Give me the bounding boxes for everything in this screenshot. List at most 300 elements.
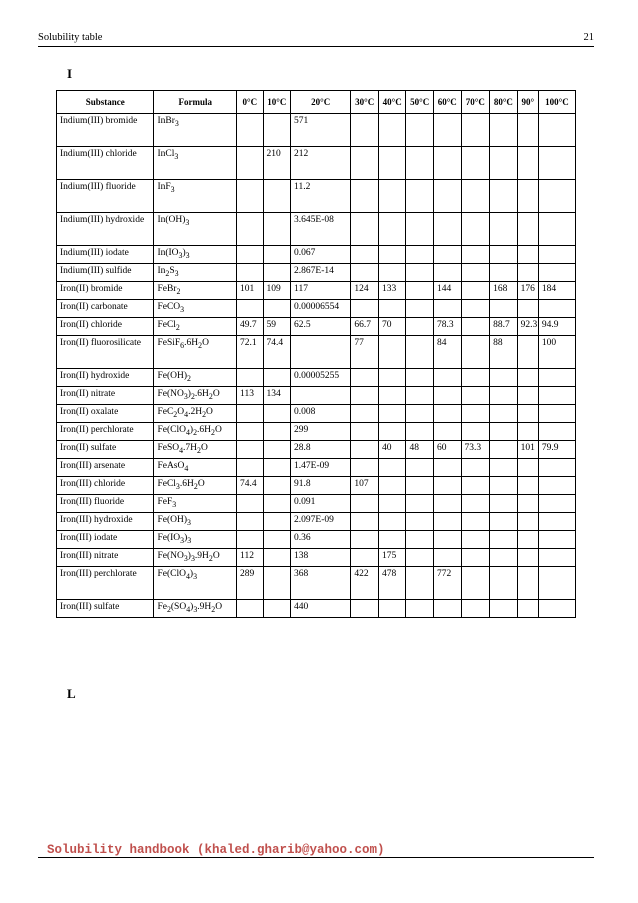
- solubility-value-cell: [263, 264, 291, 282]
- solubility-value-cell: [237, 423, 263, 441]
- solubility-value-cell: [406, 513, 434, 531]
- solubility-value-cell: [378, 147, 406, 180]
- solubility-value-cell: 0.091: [291, 495, 351, 513]
- formula-text: InBr: [157, 116, 175, 126]
- solubility-value-cell: [406, 549, 434, 567]
- table-header-row: [57, 91, 576, 114]
- solubility-value-cell: [351, 600, 379, 618]
- solubility-value-cell: [538, 387, 575, 405]
- solubility-value-cell: [263, 567, 291, 600]
- solubility-value-cell: [378, 600, 406, 618]
- table-row: [57, 549, 576, 567]
- solubility-value-cell: [517, 300, 538, 318]
- substance-cell: Indium(III) bromide: [57, 114, 154, 147]
- solubility-value-cell: 91.8: [291, 477, 351, 495]
- solubility-value-cell: [237, 369, 263, 387]
- solubility-value-cell: [490, 213, 518, 246]
- formula-text: FeCl: [157, 479, 176, 489]
- solubility-value-cell: [351, 405, 379, 423]
- section-heading-i: I: [67, 66, 73, 81]
- solubility-value-cell: 289: [237, 567, 263, 600]
- solubility-value-cell: [237, 600, 263, 618]
- formula-subscript: 3: [170, 184, 175, 194]
- solubility-value-cell: [378, 405, 406, 423]
- solubility-value-cell: [378, 513, 406, 531]
- solubility-value-cell: 368: [291, 567, 351, 600]
- column-header: Substance: [57, 91, 154, 114]
- solubility-value-cell: [406, 531, 434, 549]
- solubility-value-cell: [517, 567, 538, 600]
- formula-subscript: 2: [193, 481, 198, 491]
- table-row: [57, 441, 576, 459]
- solubility-value-cell: [351, 369, 379, 387]
- solubility-value-cell: [406, 423, 434, 441]
- solubility-value-cell: [461, 264, 490, 282]
- formula-text: In(OH): [157, 215, 186, 225]
- formula-text: .7H: [183, 443, 198, 453]
- solubility-value-cell: 70: [378, 318, 406, 336]
- formula-text: Fe(ClO: [157, 425, 186, 435]
- substance-cell: Iron(III) hydroxide: [57, 513, 154, 531]
- page-number: 21: [583, 32, 594, 43]
- solubility-value-cell: 176: [517, 282, 538, 300]
- solubility-value-cell: [490, 147, 518, 180]
- solubility-value-cell: [263, 423, 291, 441]
- formula-subscript: 3: [180, 304, 185, 314]
- solubility-value-cell: [461, 387, 490, 405]
- section-heading-l: L: [67, 686, 76, 701]
- solubility-value-cell: 73.3: [461, 441, 490, 459]
- formula-subscript: 2: [173, 409, 178, 419]
- solubility-value-cell: [351, 495, 379, 513]
- solubility-value-cell: 117: [291, 282, 351, 300]
- formula-text: ): [190, 602, 194, 612]
- solubility-value-cell: [378, 369, 406, 387]
- solubility-value-cell: [434, 213, 462, 246]
- solubility-value-cell: [263, 600, 291, 618]
- solubility-value-cell: 0.36: [291, 531, 351, 549]
- solubility-value-cell: 2.867E-14: [291, 264, 351, 282]
- formula-subscript: 3: [178, 250, 183, 260]
- formula-subscript: 6: [180, 340, 185, 350]
- solubility-value-cell: 77: [351, 336, 379, 369]
- formula-text: FeCO: [157, 302, 181, 312]
- substance-cell: Indium(III) sulfide: [57, 264, 154, 282]
- solubility-value-cell: 101: [517, 441, 538, 459]
- substance-cell: Iron(III) iodate: [57, 531, 154, 549]
- solubility-value-cell: [406, 369, 434, 387]
- solubility-value-cell: [378, 423, 406, 441]
- table-row: [57, 567, 576, 600]
- formula-text: .6H: [197, 425, 212, 435]
- formula-text: .6H: [179, 479, 194, 489]
- formula-cell: [154, 423, 237, 441]
- column-header: 70°C: [461, 91, 490, 114]
- formula-subscript: 2: [165, 268, 170, 278]
- solubility-value-cell: [406, 318, 434, 336]
- solubility-value-cell: 100: [538, 336, 575, 369]
- solubility-value-cell: 0.008: [291, 405, 351, 423]
- column-header: 50°C: [406, 91, 434, 114]
- solubility-value-cell: [434, 513, 462, 531]
- formula-subscript: 4: [185, 427, 190, 437]
- solubility-value-cell: 138: [291, 549, 351, 567]
- solubility-value-cell: [538, 264, 575, 282]
- solubility-value-cell: [538, 405, 575, 423]
- formula-text: FeBr: [157, 284, 177, 294]
- table-row: [57, 513, 576, 531]
- formula-subscript: 2: [193, 427, 198, 437]
- solubility-value-cell: [490, 441, 518, 459]
- solubility-value-cell: [517, 147, 538, 180]
- solubility-value-cell: 48: [406, 441, 434, 459]
- solubility-value-cell: 175: [378, 549, 406, 567]
- formula-text: Fe(ClO: [157, 569, 186, 579]
- solubility-value-cell: 478: [378, 567, 406, 600]
- formula-subscript: 2: [176, 286, 181, 296]
- formula-subscript: 3: [190, 553, 195, 563]
- formula-cell: [154, 180, 237, 213]
- formula-subscript: 4: [184, 409, 189, 419]
- solubility-value-cell: [461, 531, 490, 549]
- table-row: [57, 213, 576, 246]
- solubility-value-cell: [263, 441, 291, 459]
- solubility-value-cell: [351, 114, 379, 147]
- solubility-value-cell: 74.4: [263, 336, 291, 369]
- solubility-value-cell: [490, 369, 518, 387]
- solubility-value-cell: [490, 531, 518, 549]
- solubility-value-cell: 299: [291, 423, 351, 441]
- formula-text: .9H: [197, 602, 212, 612]
- solubility-value-cell: [351, 531, 379, 549]
- formula-cell: [154, 369, 237, 387]
- substance-cell: Iron(II) fluorosilicate: [57, 336, 154, 369]
- solubility-value-cell: [490, 387, 518, 405]
- solubility-value-cell: [406, 336, 434, 369]
- formula-subscript: 3: [183, 391, 188, 401]
- solubility-value-cell: [237, 114, 263, 147]
- solubility-value-cell: [434, 300, 462, 318]
- substance-cell: Indium(III) chloride: [57, 147, 154, 180]
- solubility-value-cell: [263, 180, 291, 213]
- formula-text: In(IO: [157, 248, 179, 258]
- solubility-value-cell: [406, 213, 434, 246]
- solubility-value-cell: 1.47E-09: [291, 459, 351, 477]
- solubility-value-cell: 94.9: [538, 318, 575, 336]
- solubility-value-cell: [461, 180, 490, 213]
- solubility-value-cell: [538, 369, 575, 387]
- solubility-value-cell: [461, 213, 490, 246]
- solubility-value-cell: [490, 495, 518, 513]
- solubility-value-cell: 0.00006554: [291, 300, 351, 318]
- solubility-value-cell: [538, 513, 575, 531]
- solubility-value-cell: [351, 246, 379, 264]
- formula-text: Fe: [157, 602, 167, 612]
- solubility-value-cell: [517, 477, 538, 495]
- solubility-value-cell: [461, 114, 490, 147]
- solubility-value-cell: [378, 114, 406, 147]
- formula-text: .2H: [188, 407, 203, 417]
- formula-text: O: [201, 443, 208, 453]
- solubility-value-cell: [434, 423, 462, 441]
- formula-text: .9H: [194, 551, 209, 561]
- solubility-value-cell: [517, 180, 538, 213]
- formula-text: Fe(OH): [157, 371, 187, 381]
- solubility-value-cell: [538, 213, 575, 246]
- solubility-value-cell: [378, 495, 406, 513]
- substance-cell: Indium(III) hydroxide: [57, 213, 154, 246]
- formula-text: O: [212, 389, 220, 399]
- column-header: 60°C: [434, 91, 462, 114]
- solubility-value-cell: [263, 300, 291, 318]
- solubility-value-cell: 144: [434, 282, 462, 300]
- formula-subscript: 2: [208, 391, 213, 401]
- solubility-value-cell: [406, 405, 434, 423]
- substance-cell: Iron(II) oxalate: [57, 405, 154, 423]
- formula-text: ): [184, 533, 188, 543]
- table-row: [57, 369, 576, 387]
- formula-subscript: 3: [180, 535, 185, 545]
- solubility-value-cell: [351, 180, 379, 213]
- solubility-value-cell: [461, 336, 490, 369]
- formula-subscript: 2: [198, 340, 203, 350]
- table-row: [57, 246, 576, 264]
- solubility-value-cell: [461, 549, 490, 567]
- solubility-value-cell: [406, 387, 434, 405]
- solubility-value-cell: [517, 264, 538, 282]
- formula-text: ): [187, 389, 191, 399]
- table-row: [57, 300, 576, 318]
- solubility-value-cell: 210: [263, 147, 291, 180]
- solubility-value-cell: [406, 282, 434, 300]
- formula-text: FeCl: [157, 320, 176, 330]
- formula-subscript: 3: [174, 268, 179, 278]
- substance-cell: Iron(III) arsenate: [57, 459, 154, 477]
- formula-text: O: [212, 551, 220, 561]
- solubility-value-cell: [538, 549, 575, 567]
- solubility-value-cell: [538, 477, 575, 495]
- solubility-value-cell: [237, 459, 263, 477]
- formula-text: .6H: [184, 338, 199, 348]
- column-header: 80°C: [490, 91, 518, 114]
- table-row: [57, 405, 576, 423]
- solubility-value-cell: 133: [378, 282, 406, 300]
- formula-subscript: 2: [211, 604, 216, 614]
- solubility-value-cell: 101: [237, 282, 263, 300]
- solubility-value-cell: [351, 441, 379, 459]
- solubility-value-cell: [434, 114, 462, 147]
- solubility-value-cell: [263, 477, 291, 495]
- formula-cell: [154, 300, 237, 318]
- solubility-value-cell: [538, 423, 575, 441]
- formula-text: Fe(OH): [157, 515, 187, 525]
- formula-subscript: 4: [186, 604, 191, 614]
- solubility-value-cell: [237, 147, 263, 180]
- table-row: [57, 264, 576, 282]
- solubility-value-cell: [378, 180, 406, 213]
- substance-cell: Iron(II) sulfate: [57, 441, 154, 459]
- solubility-value-cell: [461, 147, 490, 180]
- column-header: Formula: [154, 91, 237, 114]
- solubility-value-cell: [237, 300, 263, 318]
- formula-subscript: 3: [187, 517, 191, 527]
- formula-text: ): [189, 425, 194, 435]
- solubility-value-cell: 79.9: [538, 441, 575, 459]
- solubility-value-cell: [538, 114, 575, 147]
- substance-cell: Iron(II) carbonate: [57, 300, 154, 318]
- formula-subscript: 3: [172, 499, 177, 509]
- formula-subscript: 2: [208, 553, 213, 563]
- solubility-value-cell: [378, 336, 406, 369]
- solubility-value-cell: [351, 549, 379, 567]
- solubility-value-cell: [378, 531, 406, 549]
- solubility-value-cell: [490, 180, 518, 213]
- solubility-value-cell: 49.7: [237, 318, 263, 336]
- formula-cell: [154, 477, 237, 495]
- solubility-value-cell: [406, 459, 434, 477]
- solubility-value-cell: [237, 513, 263, 531]
- solubility-value-cell: [490, 300, 518, 318]
- solubility-value-cell: [461, 513, 490, 531]
- substance-cell: Iron(II) perchlorate: [57, 423, 154, 441]
- formula-cell: [154, 246, 237, 264]
- formula-subscript: 2: [190, 391, 195, 401]
- solubility-value-cell: [351, 513, 379, 531]
- table-row: [57, 180, 576, 213]
- formula-text: ): [187, 551, 191, 561]
- solubility-value-cell: [538, 531, 575, 549]
- solubility-value-cell: 88.7: [490, 318, 518, 336]
- formula-cell: [154, 213, 237, 246]
- formula-subscript: 2: [187, 373, 191, 383]
- solubility-value-cell: [237, 441, 263, 459]
- formula-cell: [154, 318, 237, 336]
- solubility-value-cell: [406, 114, 434, 147]
- solubility-value-cell: [263, 549, 291, 567]
- solubility-value-cell: 109: [263, 282, 291, 300]
- solubility-value-cell: [490, 477, 518, 495]
- solubility-value-cell: [538, 300, 575, 318]
- solubility-value-cell: [406, 600, 434, 618]
- solubility-value-cell: [434, 600, 462, 618]
- solubility-value-cell: 571: [291, 114, 351, 147]
- solubility-value-cell: [434, 369, 462, 387]
- formula-text: InF: [157, 182, 171, 192]
- solubility-value-cell: [351, 459, 379, 477]
- formula-text: O: [197, 479, 205, 489]
- solubility-value-cell: [461, 318, 490, 336]
- solubility-value-cell: [237, 246, 263, 264]
- formula-subscript: 3: [174, 151, 179, 161]
- table-row: [57, 531, 576, 549]
- solubility-value-cell: [490, 114, 518, 147]
- solubility-value-cell: [263, 369, 291, 387]
- solubility-value-cell: 440: [291, 600, 351, 618]
- solubility-value-cell: 168: [490, 282, 518, 300]
- solubility-value-cell: [538, 600, 575, 618]
- solubility-value-cell: [461, 495, 490, 513]
- formula-cell: [154, 405, 237, 423]
- solubility-value-cell: [406, 495, 434, 513]
- substance-cell: Iron(II) chloride: [57, 318, 154, 336]
- solubility-value-cell: [237, 180, 263, 213]
- solubility-value-cell: [434, 531, 462, 549]
- solubility-value-cell: [263, 531, 291, 549]
- solubility-value-cell: 212: [291, 147, 351, 180]
- solubility-value-cell: [263, 405, 291, 423]
- footer-credit: Solubility handbook (khaled.gharib@yahoo.com): [47, 843, 385, 857]
- formula-subscript: 3: [187, 535, 192, 545]
- table-row: [57, 459, 576, 477]
- solubility-value-cell: [461, 567, 490, 600]
- solubility-value-cell: [406, 246, 434, 264]
- table-row: [57, 387, 576, 405]
- solubility-value-cell: [434, 147, 462, 180]
- formula-text: FeAsO: [157, 461, 185, 471]
- solubility-value-cell: [406, 180, 434, 213]
- footer-divider: [38, 857, 594, 858]
- solubility-value-cell: [237, 213, 263, 246]
- solubility-value-cell: [461, 600, 490, 618]
- solubility-value-cell: [517, 369, 538, 387]
- formula-cell: [154, 549, 237, 567]
- solubility-table: [56, 90, 576, 618]
- formula-text: FeSO: [157, 443, 180, 453]
- solubility-value-cell: 112: [237, 549, 263, 567]
- solubility-value-cell: [406, 567, 434, 600]
- substance-cell: Iron(III) sulfate: [57, 600, 154, 618]
- column-header: 90°: [517, 91, 538, 114]
- formula-text: Fe(NO: [157, 551, 184, 561]
- formula-subscript: 3: [185, 250, 190, 260]
- table-row: [57, 336, 576, 369]
- solubility-value-cell: [538, 459, 575, 477]
- solubility-value-cell: [517, 405, 538, 423]
- solubility-value-cell: 92.3: [517, 318, 538, 336]
- table-row: [57, 423, 576, 441]
- formula-cell: [154, 600, 237, 618]
- solubility-value-cell: [291, 387, 351, 405]
- formula-cell: [154, 531, 237, 549]
- substance-cell: Iron(III) chloride: [57, 477, 154, 495]
- column-header: 30°C: [351, 91, 379, 114]
- formula-subscript: 2: [202, 409, 207, 419]
- column-header: 0°C: [237, 91, 263, 114]
- solubility-value-cell: [461, 369, 490, 387]
- formula-subscript: 4: [184, 463, 189, 473]
- solubility-value-cell: [517, 423, 538, 441]
- substance-cell: Iron(III) nitrate: [57, 549, 154, 567]
- formula-text: ): [189, 569, 194, 579]
- substance-cell: Indium(III) fluoride: [57, 180, 154, 213]
- solubility-value-cell: [461, 405, 490, 423]
- formula-text: O: [214, 425, 222, 435]
- column-header: 20°C: [291, 91, 351, 114]
- solubility-value-cell: [378, 213, 406, 246]
- solubility-value-cell: [351, 300, 379, 318]
- solubility-value-cell: [461, 300, 490, 318]
- formula-subscript: 2: [211, 427, 215, 437]
- formula-text: FeF: [157, 497, 173, 507]
- solubility-value-cell: [237, 531, 263, 549]
- solubility-value-cell: 113: [237, 387, 263, 405]
- solubility-value-cell: [538, 147, 575, 180]
- solubility-value-cell: [351, 213, 379, 246]
- solubility-value-cell: [378, 300, 406, 318]
- solubility-value-cell: [490, 513, 518, 531]
- solubility-value-cell: [434, 477, 462, 495]
- solubility-value-cell: [490, 246, 518, 264]
